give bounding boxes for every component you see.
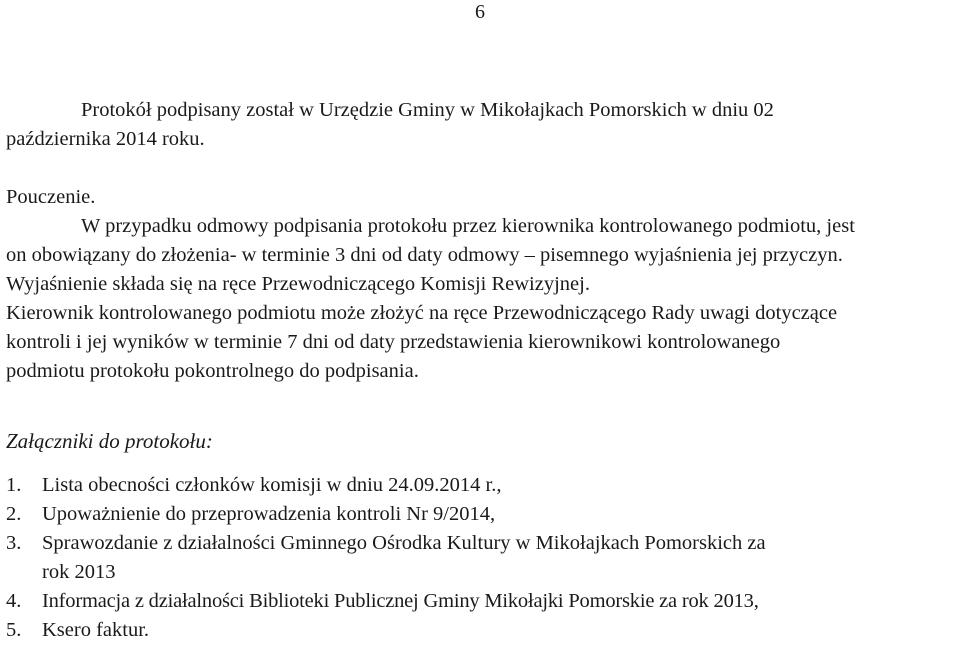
page-number: 6: [475, 1, 485, 23]
attachments-list: [6, 471, 960, 645]
list-item: [6, 500, 960, 529]
document-body: [6, 96, 960, 645]
list-item: [6, 616, 960, 645]
blank-line: [6, 154, 960, 183]
list-item-text: Informacja z działalności Biblioteki Publicznej Gminy Mikołajki Pomorskie za rok 2013,: [42, 590, 759, 612]
instruction-line-4: Kierownik kontrolowanego podmiotu może złożyć na ręce Przewodniczącego Rady uwagi dotyczące: [6, 302, 838, 324]
list-item-text: Sprawozdanie z działalności Gminnego Ośrodka Kultury w Mikołajkach Pomorskich za: [42, 532, 766, 554]
list-item-text: Lista obecności członków komisji w dniu 24.09.2014 r.,: [42, 474, 502, 496]
instruction-line-3: Wyjaśnienie składa się na ręce Przewodniczącego Komisji Rewizyjnej.: [6, 273, 590, 295]
blank-line: [6, 386, 960, 427]
list-item: [6, 529, 960, 587]
protocol-line-1: Protokół podpisany został w Urzędzie Gminy w Mikołajkach Pomorskich w dniu 02: [81, 99, 774, 121]
instruction-line-5: kontroli i jej wyników w terminie 7 dni od daty przedstawienia kierownikowi kontrolowanego: [6, 331, 781, 353]
list-item-number: 1.: [6, 474, 22, 496]
list-item: [6, 471, 960, 500]
protocol-line-2: października 2014 roku.: [6, 128, 205, 150]
list-item-text: Ksero faktur.: [42, 619, 150, 641]
list-item-number: 2.: [6, 503, 22, 525]
list-item: [6, 587, 960, 616]
instruction-line-2: on obowiązany do złożenia- w terminie 3 dni od daty odmowy – pisemnego wyjaśnienia jej przyczyn.: [6, 244, 843, 266]
list-item-text: Upoważnienie do przeprowadzenia kontroli Nr 9/2014,: [42, 503, 496, 525]
list-item-text-continued: rok 2013: [42, 561, 116, 583]
list-item-number: 5.: [6, 619, 22, 641]
attachments-heading: Załączniki do protokołu:: [6, 429, 213, 453]
instruction-line-1: W przypadku odmowy podpisania protokołu przez kierownika kontrolowanego podmiotu, jest: [81, 215, 855, 237]
list-item-number: 3.: [6, 532, 22, 554]
list-item-number: 4.: [6, 590, 22, 612]
instruction-title: Pouczenie.: [6, 186, 96, 208]
instruction-line-6: podmiotu protokołu pokontrolnego do podpisania.: [6, 360, 419, 382]
